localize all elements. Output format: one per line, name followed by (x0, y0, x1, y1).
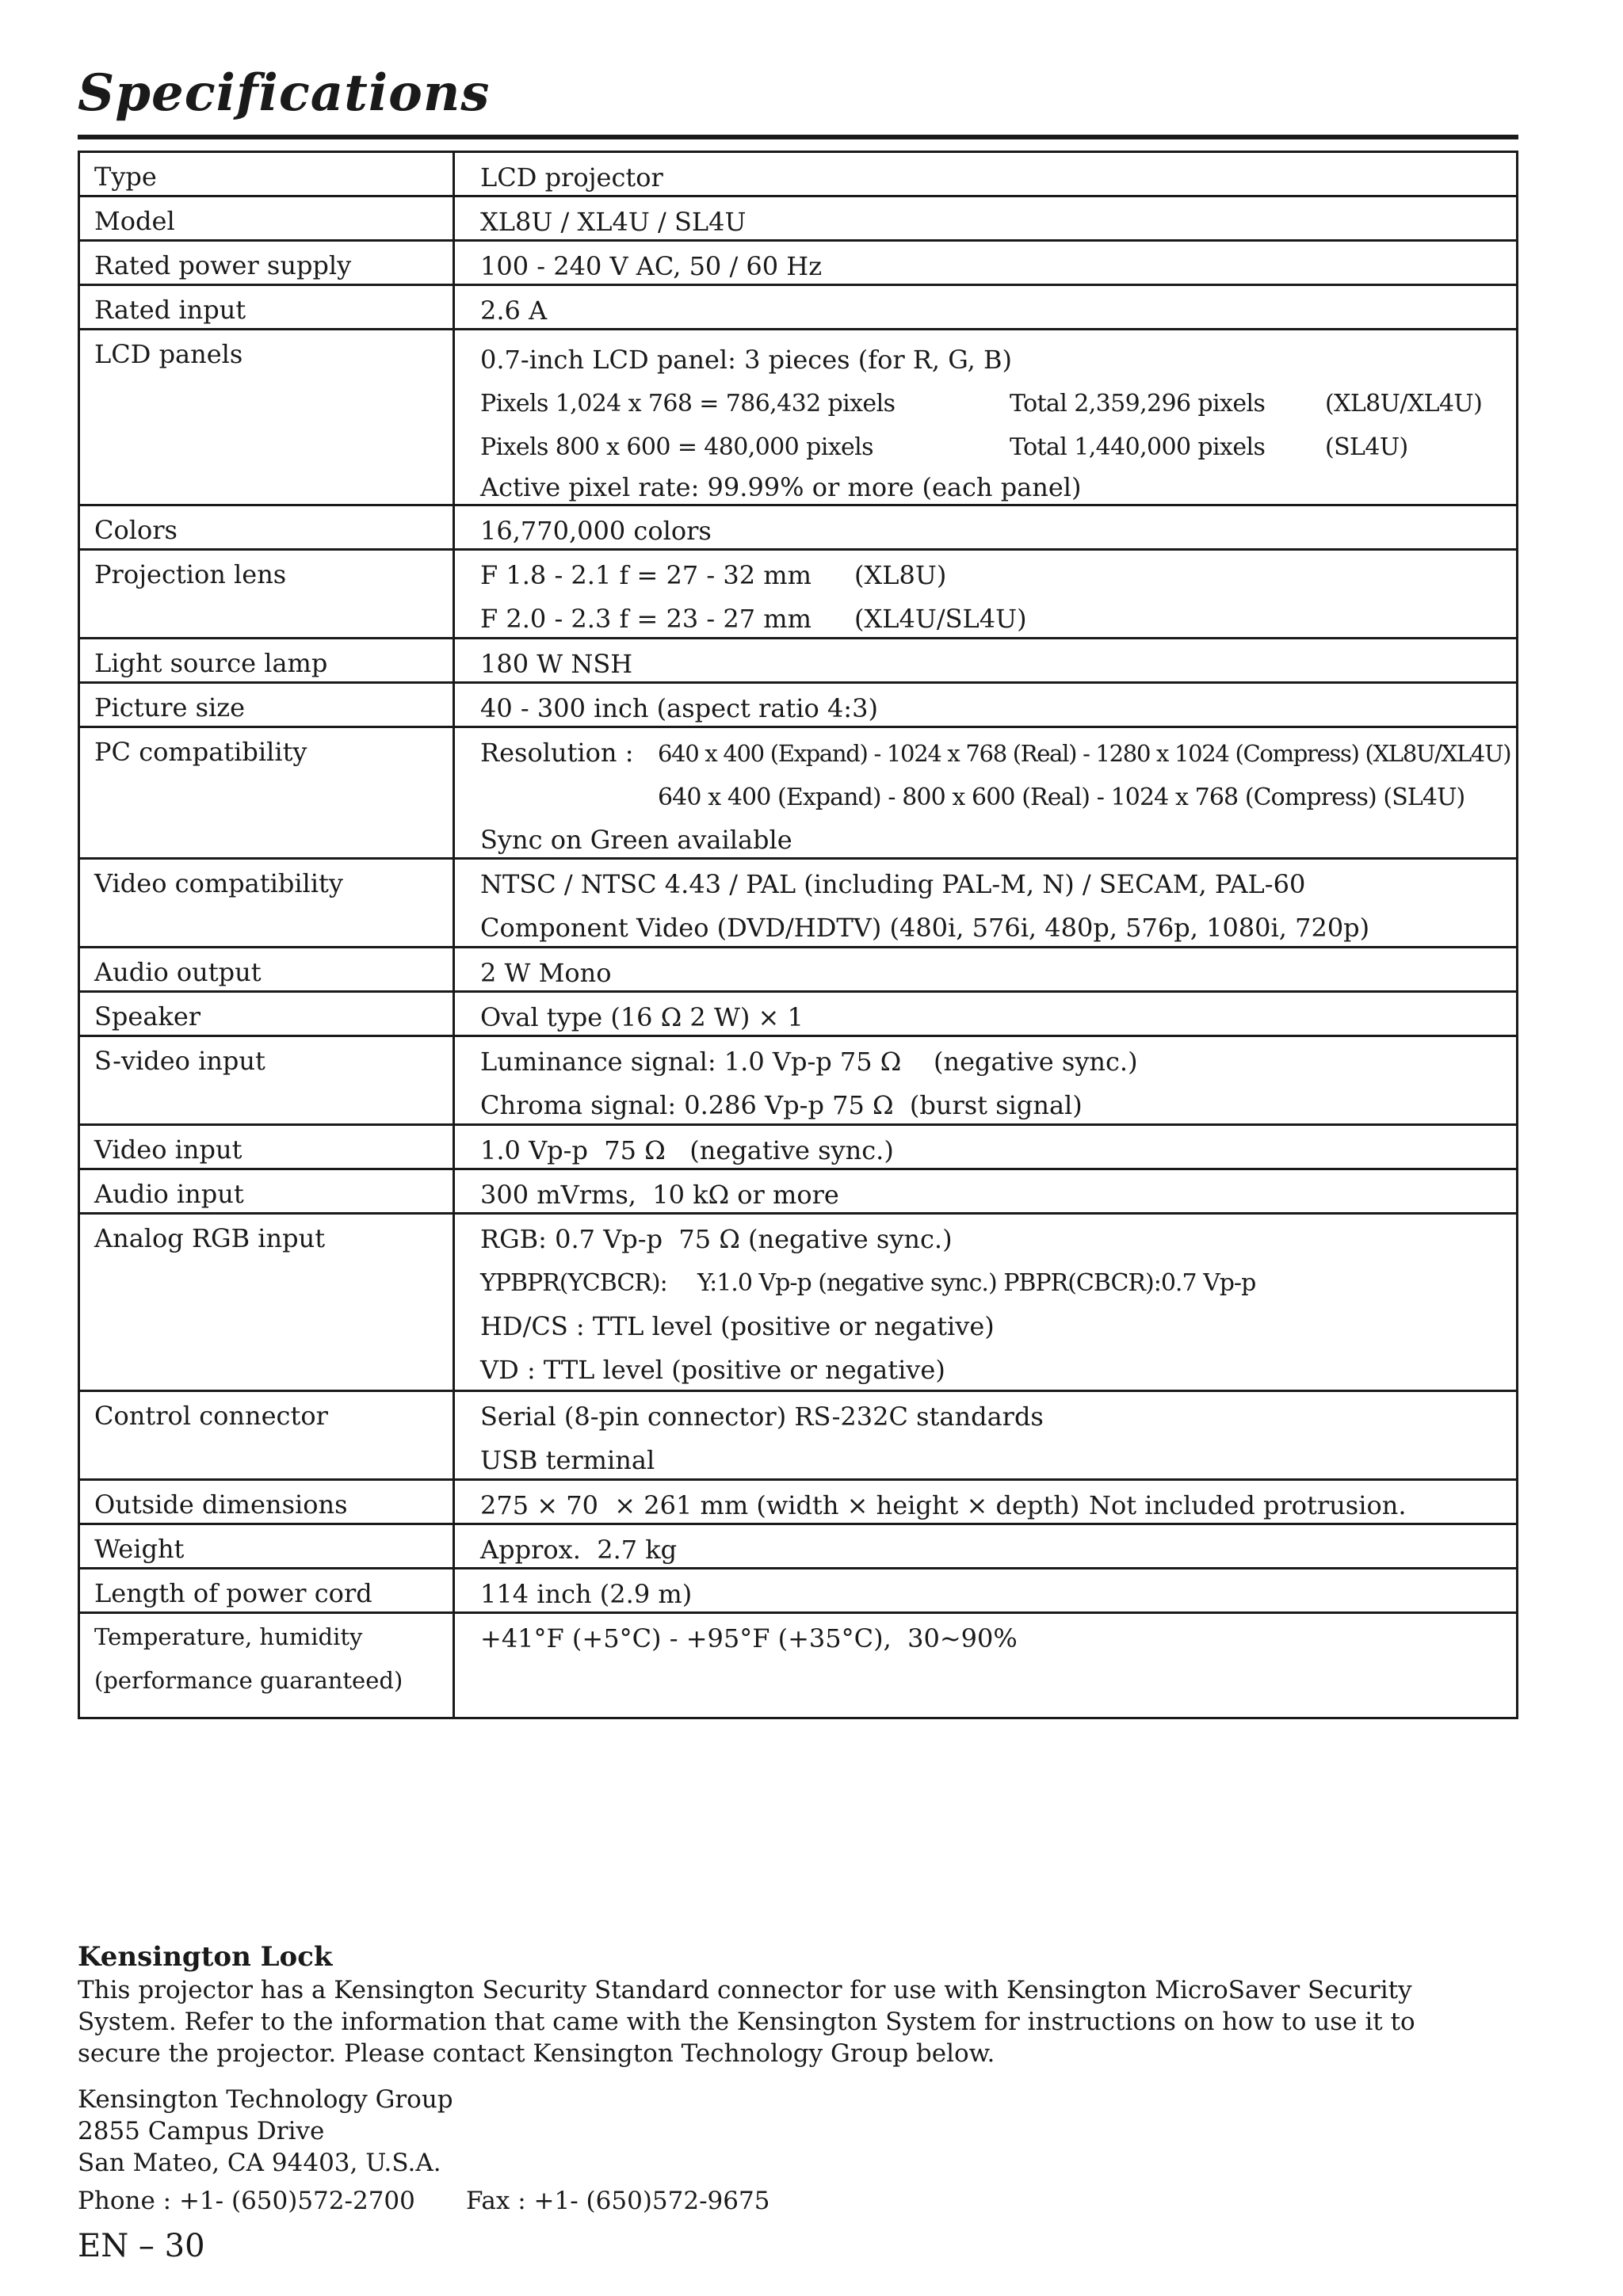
spec-row-pc-compatibility (80, 728, 1516, 860)
spec-row-temperature (80, 1614, 1516, 1717)
spec-value-line (480, 731, 1510, 775)
spec-row-power-supply (80, 242, 1516, 286)
spec-value (455, 684, 1516, 726)
spec-value-line: Active pixel rate: 99.99% or more (each panel) (480, 472, 1082, 502)
spec-row-power-cord (80, 1569, 1516, 1614)
spec-value-line: 1.0 Vp-p 75 Ω (negative sync.) (480, 1135, 894, 1165)
pixel-total: Total 1,440,000 pixels (1010, 433, 1266, 461)
spec-row-lamp (80, 639, 1516, 684)
spec-label: Outside dimensions (80, 1481, 455, 1523)
spec-value-line: Serial (8-pin connector) RS-232C standards (480, 1402, 1044, 1432)
spec-row-picture-size (80, 684, 1516, 728)
spec-value-line: 114 inch (2.9 m) (480, 1579, 693, 1609)
spec-value (455, 1170, 1516, 1212)
spec-value (455, 1481, 1516, 1523)
spec-label: Control connector (80, 1392, 455, 1478)
spec-value (455, 551, 1516, 637)
pixel-line (480, 425, 1502, 469)
ypbpr-value: Y:1.0 Vp-p (negative sync.) PBPR(CBCR):0.7 Vp-p (697, 1269, 1256, 1297)
spec-row-type (80, 153, 1516, 197)
spec-value (455, 506, 1516, 548)
address-city: San Mateo, CA 94403, U.S.A. (78, 2149, 441, 2177)
spec-value-line (480, 1261, 1502, 1305)
spec-value-line: Chroma signal: 0.286 Vp-p 75 Ω (burst signal) (480, 1090, 1083, 1120)
dimensions-note: Not included protrusion. (1089, 1490, 1407, 1520)
spec-label: Model (80, 197, 455, 239)
spec-value-line: Approx. 2.7 kg (480, 1535, 678, 1565)
spec-value (455, 639, 1516, 681)
spec-row-video-input (80, 1126, 1516, 1170)
phone-number: Phone : +1- (650)572-2700 (78, 2187, 415, 2215)
lens-spec: F 2.0 - 2.3 f = 23 - 27 mm (480, 604, 812, 634)
spec-label: Video input (80, 1126, 455, 1168)
kensington-text-line: System. Refer to the information that came with the Kensington System for instructions on how to use it to (78, 2008, 1415, 2036)
page-number: EN – 30 (78, 2228, 205, 2264)
spec-value (455, 948, 1516, 990)
spec-value-line (480, 775, 1510, 818)
spec-row-video-compatibility (80, 860, 1516, 948)
spec-value-line: Luminance signal: 1.0 Vp-p 75 Ω (negative sync.) (480, 1047, 1138, 1077)
spec-row-audio-input (80, 1170, 1516, 1215)
spec-row-control-connector (80, 1392, 1516, 1481)
spec-value (455, 153, 1516, 195)
spec-value (455, 1215, 1516, 1390)
title-rule (78, 135, 1518, 139)
spec-label: Colors (80, 506, 455, 548)
spec-row-analog-rgb-input (80, 1215, 1516, 1392)
spec-value-line: Oval type (16 Ω 2 W) × 1 (480, 1002, 804, 1032)
spec-label: Rated input (80, 286, 455, 328)
pixel-count: Pixels 800 x 600 = 480,000 pixels (480, 433, 873, 461)
spec-label: Length of power cord (80, 1569, 455, 1611)
spec-value (455, 1614, 1516, 1717)
spec-value-line (480, 597, 1502, 641)
spec-value-line: 300 mVrms, 10 kΩ or more (480, 1180, 839, 1210)
temperature-label-note: (performance guaranteed) (94, 1667, 403, 1694)
spec-row-speaker (80, 993, 1516, 1037)
spec-value-line: LCD projector (480, 162, 663, 193)
spec-value (455, 1126, 1516, 1168)
dimensions-value: 275 × 70 × 261 mm (width × height × depth) (480, 1490, 1080, 1520)
spec-value (455, 993, 1516, 1035)
spec-value-line: VD : TTL level (positive or negative) (480, 1355, 945, 1385)
fax-number: Fax : +1- (650)572-9675 (466, 2187, 770, 2215)
spec-value (455, 1525, 1516, 1567)
lens-model: (XL4U/SL4U) (854, 604, 1027, 634)
spec-label: Audio input (80, 1170, 455, 1212)
temperature-label: Temperature, humidity (94, 1623, 363, 1650)
spec-value (455, 286, 1516, 328)
resolution-value: 640 x 400 (Expand) - 1024 x 768 (Real) - 1280 x 1024 (Compress) (XL8U/XL4U) (658, 740, 1511, 767)
address-street: 2855 Campus Drive (78, 2117, 325, 2145)
spec-label: Speaker (80, 993, 455, 1035)
spec-value (455, 728, 1525, 857)
spec-value-line: NTSC / NTSC 4.43 / PAL (including PAL-M, N) / SECAM, PAL-60 (480, 869, 1306, 899)
spec-label: Type (80, 153, 455, 195)
spec-value-line: +41°F (+5°C) - +95°F (+35°C), 30~90% (480, 1623, 1018, 1653)
spec-value-line: 2.6 A (480, 296, 548, 326)
spec-label: Picture size (80, 684, 455, 726)
spec-value-line: 16,770,000 colors (480, 516, 712, 546)
spec-label (80, 1614, 455, 1717)
ypbpr-label: YPBPR(YCBCR): (480, 1269, 667, 1297)
kensington-contact (78, 2185, 769, 2217)
spec-table (78, 151, 1518, 1719)
address-company: Kensington Technology Group (78, 2085, 453, 2114)
spec-value-line: HD/CS : TTL level (positive or negative) (480, 1311, 995, 1341)
spec-value (455, 197, 1516, 239)
spec-value (455, 330, 1516, 504)
spec-row-colors (80, 506, 1516, 551)
spec-row-lcd-panels (80, 330, 1516, 506)
pixel-model: (SL4U) (1325, 433, 1408, 461)
spec-label: Audio output (80, 948, 455, 990)
spec-label: Projection lens (80, 551, 455, 637)
pixel-model: (XL8U/XL4U) (1325, 390, 1483, 418)
spec-value-line (480, 1484, 1502, 1527)
kensington-text-line: This projector has a Kensington Security Standard connector for use with Kensington MicroSaver Security (78, 1976, 1412, 2004)
spec-row-model (80, 197, 1516, 242)
kensington-text-line: secure the projector. Please contact Kensington Technology Group below. (78, 2039, 995, 2068)
page-title: Specifications (78, 63, 491, 123)
spec-label: S-video input (80, 1037, 455, 1123)
spec-label: Weight (80, 1525, 455, 1567)
kensington-section (78, 1939, 1536, 2069)
spec-label: Light source lamp (80, 639, 455, 681)
spec-value (455, 242, 1516, 284)
spec-value (455, 1392, 1516, 1478)
spec-label: Rated power supply (80, 242, 455, 284)
spec-row-outside-dimensions (80, 1481, 1516, 1525)
spec-value-line: XL8U / XL4U / SL4U (480, 207, 747, 237)
spec-row-s-video-input (80, 1037, 1516, 1126)
resolution-value: 640 x 400 (Expand) - 800 x 600 (Real) - 1024 x 768 (Compress) (SL4U) (658, 784, 1465, 811)
spec-value-line: RGB: 0.7 Vp-p 75 Ω (negative sync.) (480, 1224, 953, 1254)
spec-value-line (480, 554, 1502, 597)
spec-value-line: 40 - 300 inch (aspect ratio 4:3) (480, 693, 878, 723)
spec-row-audio-output (80, 948, 1516, 993)
spec-label: PC compatibility (80, 728, 455, 857)
kensington-address (78, 2084, 453, 2179)
kensington-heading: Kensington Lock (78, 1941, 333, 1973)
spec-value-line: USB terminal (480, 1445, 655, 1475)
pixel-line (480, 382, 1502, 425)
spec-row-rated-input (80, 286, 1516, 330)
pixel-count: Pixels 1,024 x 768 = 786,432 pixels (480, 390, 896, 418)
spec-value-line: 100 - 240 V AC, 50 / 60 Hz (480, 251, 823, 281)
spec-label: Analog RGB input (80, 1215, 455, 1390)
spec-row-projection-lens (80, 551, 1516, 639)
spec-value (455, 860, 1516, 946)
lens-model: (XL8U) (854, 560, 947, 590)
spec-row-weight (80, 1525, 1516, 1569)
spec-label: Video compatibility (80, 860, 455, 946)
spec-value (455, 1037, 1516, 1123)
spec-value-line: Sync on Green available (480, 825, 792, 855)
spec-value-line: 2 W Mono (480, 958, 612, 988)
spec-label: LCD panels (80, 330, 455, 504)
spec-value-line: 180 W NSH (480, 649, 633, 679)
spec-value-line: 0.7-inch LCD panel: 3 pieces (for R, G, B) (480, 345, 1013, 375)
spec-value (455, 1569, 1516, 1611)
pixel-total: Total 2,359,296 pixels (1010, 390, 1266, 418)
resolution-label: Resolution : (480, 738, 634, 768)
spec-value-line: Component Video (DVD/HDTV) (480i, 576i, 480p, 576p, 1080i, 720p) (480, 913, 1370, 943)
lens-spec: F 1.8 - 2.1 f = 27 - 32 mm (480, 560, 812, 590)
